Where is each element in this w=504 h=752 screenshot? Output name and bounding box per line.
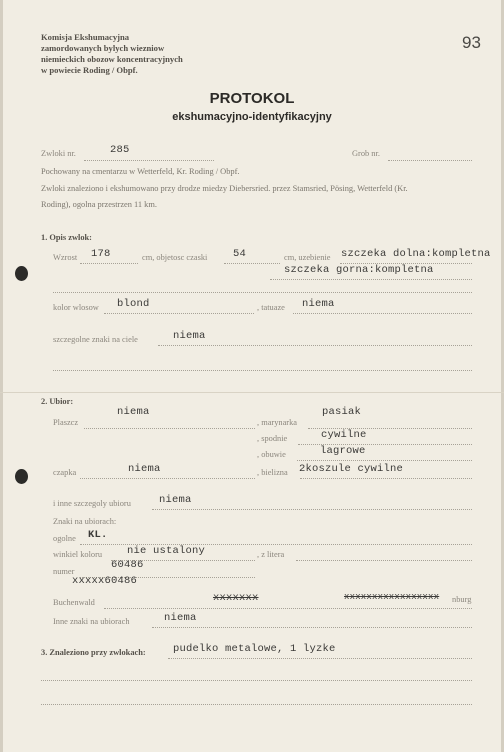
angle-color-value: nie ustalony bbox=[127, 545, 206, 557]
underwear-value: 2koszule cywilne bbox=[299, 463, 404, 475]
flossenburg-suffix: nburg bbox=[452, 595, 472, 604]
cap-value: niema bbox=[128, 463, 161, 475]
found-items-line bbox=[168, 658, 472, 659]
underwear-label: , bielizna bbox=[257, 468, 288, 477]
height-line bbox=[80, 263, 138, 264]
grave-number-line bbox=[388, 160, 472, 161]
remains-number-line bbox=[84, 160, 214, 161]
other-marks-label: Inne znaki na ubiorach bbox=[53, 617, 130, 626]
trousers-value: cywilne bbox=[321, 429, 367, 441]
found-items-value: pudelko metalowe, 1 lyzke bbox=[173, 643, 336, 655]
skull-label: cm, objetosc czaski bbox=[142, 253, 208, 262]
letter-label: , z litera bbox=[257, 550, 285, 559]
special-marks-label: szczegolne znaki na ciele bbox=[53, 335, 138, 344]
skull-value: 54 bbox=[233, 248, 247, 260]
document-subtitle: ekshumacyjno-identyfikacyjny bbox=[172, 111, 332, 123]
other-details-line bbox=[152, 509, 472, 510]
page-fold bbox=[0, 392, 504, 393]
section-description-title: 1. Opis zwlok: bbox=[41, 233, 92, 242]
buchenwald-label: Buchenwald bbox=[53, 598, 95, 607]
teeth-value-1: szczeka dolna:kompletna bbox=[341, 248, 491, 260]
blank-line bbox=[41, 704, 472, 705]
other-details-value: niema bbox=[159, 494, 192, 506]
flossenburg-value: xxxxxxxxxxxxxxxxx bbox=[344, 592, 440, 602]
number-overtyped: xxxxx60486 bbox=[72, 575, 138, 587]
buchenwald-value: xxxxxxx bbox=[213, 592, 259, 604]
punch-hole bbox=[15, 469, 28, 484]
shoes-label: , obuwie bbox=[257, 450, 286, 459]
document-title: PROTOKOL bbox=[209, 90, 295, 107]
coat-line bbox=[84, 428, 255, 429]
org-line-1: Komisja Ekshumacyjna bbox=[41, 32, 130, 42]
punch-hole bbox=[15, 266, 28, 281]
remains-number-label: Zwloki nr. bbox=[41, 149, 76, 158]
other-marks-line bbox=[152, 627, 472, 628]
tattoo-line bbox=[293, 313, 472, 314]
org-line-4: w powiecie Roding / Obpf. bbox=[41, 65, 138, 75]
teeth-value-2: szczeka gorna:kompletna bbox=[284, 264, 434, 276]
shoes-line bbox=[297, 460, 472, 461]
other-details-label: i inne szczegoly ubioru bbox=[53, 499, 131, 508]
other-marks-value: niema bbox=[164, 612, 197, 624]
remains-number-value: 285 bbox=[110, 144, 130, 156]
org-line-3: niemieckich obozow koncentracyjnych bbox=[41, 54, 183, 64]
found-text-line-1: Zwloki znaleziono i ekshumowano przy drodze miedzy Diebersried. przez Stamsried, Pösing, Wetterfeld (Kr. bbox=[41, 184, 408, 193]
grave-number-label: Grob nr. bbox=[352, 149, 380, 158]
camp-line bbox=[104, 608, 472, 609]
tattoo-label: , tatuaze bbox=[257, 303, 285, 312]
hair-color-value: blond bbox=[117, 298, 150, 310]
hair-color-line bbox=[104, 313, 254, 314]
blank-line bbox=[53, 370, 472, 371]
skull-line bbox=[224, 263, 280, 264]
jacket-value: pasiak bbox=[322, 406, 362, 418]
shoes-value: lagrowe bbox=[320, 445, 366, 457]
height-value: 178 bbox=[91, 248, 111, 260]
found-items-label: 3. Znaleziono przy zwlokach: bbox=[41, 648, 146, 657]
clothing-marks-heading: Znaki na ubiorach: bbox=[53, 517, 117, 526]
page-number: 93 bbox=[462, 33, 481, 52]
buried-text: Pochowany na cmentarzu w Wetterfeld, Kr. Roding / Obpf. bbox=[41, 167, 240, 176]
height-label: Wzrost bbox=[53, 253, 78, 262]
teeth-label: cm, uzebienie bbox=[284, 253, 331, 262]
number-label: numer bbox=[53, 567, 75, 576]
org-line-2: zamordowanych bylych wiezniow bbox=[41, 43, 165, 53]
found-text-line-2: Roding), ogolna przestrzen 11 km. bbox=[41, 200, 157, 209]
special-marks-value: niema bbox=[173, 330, 206, 342]
letter-line bbox=[296, 560, 472, 561]
blank-line bbox=[53, 292, 472, 293]
tattoo-value: niema bbox=[302, 298, 335, 310]
hair-color-label: kolor wlosow bbox=[53, 303, 99, 312]
general-value: KL. bbox=[88, 529, 108, 541]
underwear-line bbox=[300, 478, 472, 479]
special-marks-line bbox=[158, 345, 472, 346]
number-value: 60486 bbox=[111, 559, 144, 571]
jacket-label: , marynarka bbox=[257, 418, 297, 427]
coat-value: niema bbox=[117, 406, 150, 418]
cap-line bbox=[80, 478, 255, 479]
section-clothing-title: 2. Ubior: bbox=[41, 397, 74, 406]
blank-line bbox=[41, 680, 472, 681]
cap-label: czapka bbox=[53, 468, 77, 477]
angle-color-label: winkiel koloru bbox=[53, 550, 103, 559]
teeth-line-2 bbox=[270, 279, 472, 280]
trousers-label: , spodnie bbox=[257, 434, 288, 443]
general-label: ogolne bbox=[53, 534, 76, 543]
coat-label: Plaszcz bbox=[53, 418, 79, 427]
